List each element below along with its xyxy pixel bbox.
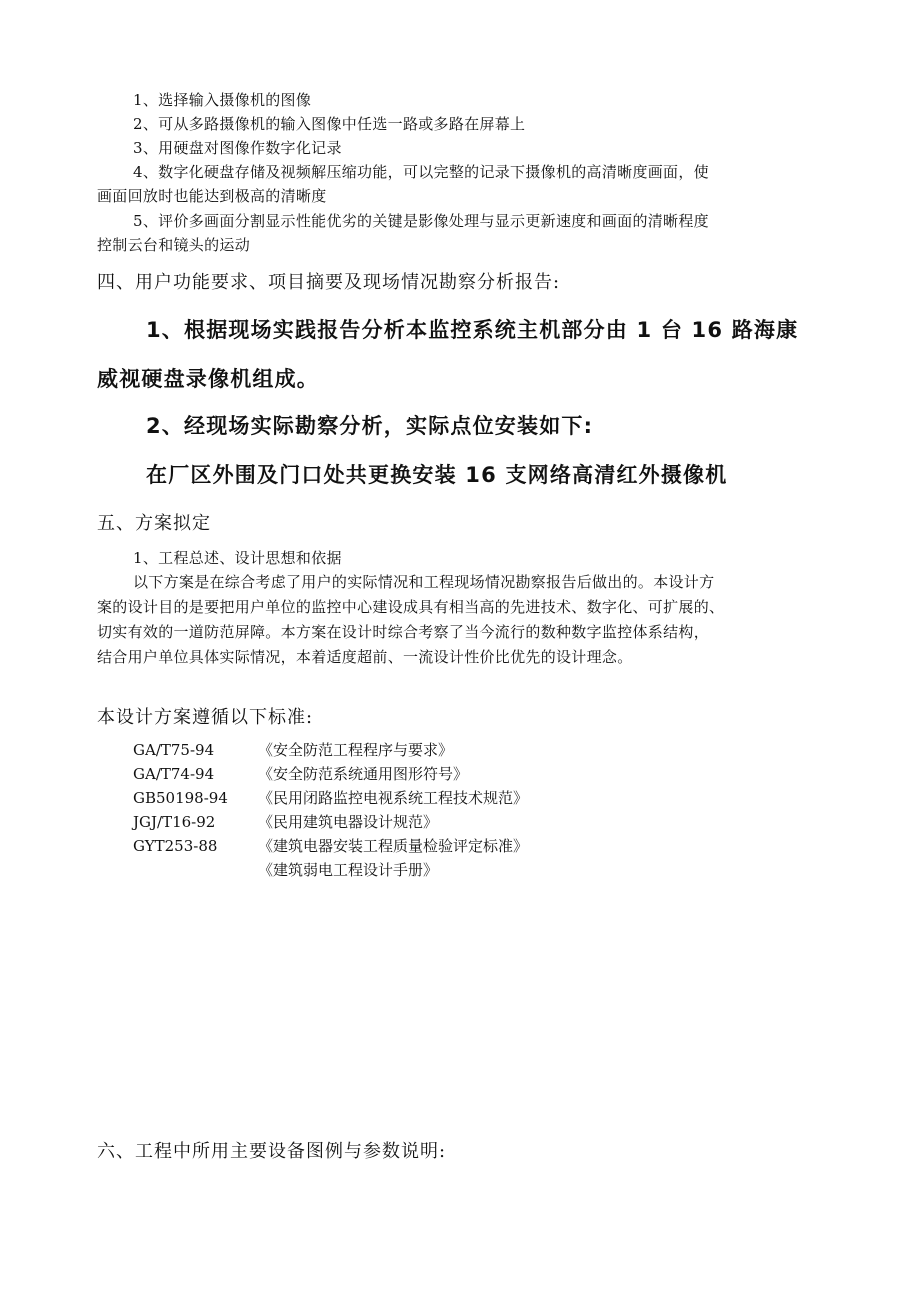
section4-p1-line1: 1、根据现场实践报告分析本监控系统主机部分由 1 台 16 路海康 [146, 318, 799, 342]
section4-heading: 四、用户功能要求、项目摘要及现场情况勘察分析报告: [97, 272, 561, 293]
list-item-4-line2: 画面回放时也能达到极高的清晰度 [97, 187, 327, 205]
standard-code: GYT253-88 [133, 837, 218, 855]
standard-title: 《安全防范系统通用图形符号》 [258, 765, 469, 783]
standard-title: 《建筑电器安装工程质量检验评定标准》 [258, 837, 529, 855]
standard-code: GA/T75-94 [133, 741, 215, 759]
standard-title: 《民用建筑电器设计规范》 [258, 813, 439, 831]
section5-subheading: 1、工程总述、设计思想和依据 [133, 549, 342, 567]
section5-para-line2: 案的设计目的是要把用户单位的监控中心建设成具有相当高的先进技术、数字化、可扩展的、 [97, 598, 725, 616]
standard-row [133, 739, 693, 761]
standards-heading: 本设计方案遵循以下标准: [97, 707, 314, 728]
standard-title: 《民用闭路监控电视系统工程技术规范》 [258, 789, 529, 807]
standard-code: GA/T74-94 [133, 765, 215, 783]
list-item-5-line1: 5、评价多画面分割显示性能优劣的关键是影像处理与显示更新速度和画面的清晰程度 [133, 212, 709, 230]
standard-row [133, 787, 693, 809]
list-item-3: 3、用硬盘对图像作数字化记录 [133, 139, 342, 157]
standard-code: GB50198-94 [133, 789, 228, 807]
list-item-1: 1、选择输入摄像机的图像 [133, 91, 312, 109]
section5-para-line1: 以下方案是在综合考虑了用户的实际情况和工程现场情况勘察报告后做出的。本设计方 [133, 573, 715, 591]
section4-p3: 在厂区外围及门口处共更换安装 16 支网络高清红外摄像机 [146, 463, 728, 487]
standard-row [133, 859, 693, 881]
list-item-2: 2、可从多路摄像机的输入图像中任选一路或多路在屏幕上 [133, 115, 526, 133]
standard-title: 《建筑弱电工程设计手册》 [258, 861, 439, 879]
section6-heading: 六、工程中所用主要设备图例与参数说明: [97, 1141, 447, 1162]
standard-row [133, 763, 693, 785]
standard-title: 《安全防范工程程序与要求》 [258, 741, 454, 759]
list-item-5-line2: 控制云台和镜头的运动 [97, 236, 251, 254]
section4-p1-line2: 威视硬盘录像机组成。 [97, 367, 319, 391]
list-item-4-line1: 4、数字化硬盘存储及视频解压缩功能，可以完整的记录下摄像机的高清晰度画面，使 [133, 163, 709, 181]
section5-para-line3: 切实有效的一道防范屏障。本方案在设计时综合考察了当今流行的数种数字监控体系结构， [97, 623, 710, 641]
standard-row [133, 811, 693, 833]
standard-code: JGJ/T16-92 [133, 813, 216, 831]
section5-heading: 五、方案拟定 [97, 513, 211, 534]
section4-p2: 2、经现场实际勘察分析，实际点位安装如下: [146, 414, 594, 438]
section5-para-line4: 结合用户单位具体实际情况，本着适度超前、一流设计性价比优先的设计理念。 [97, 648, 633, 666]
standard-row [133, 835, 693, 857]
